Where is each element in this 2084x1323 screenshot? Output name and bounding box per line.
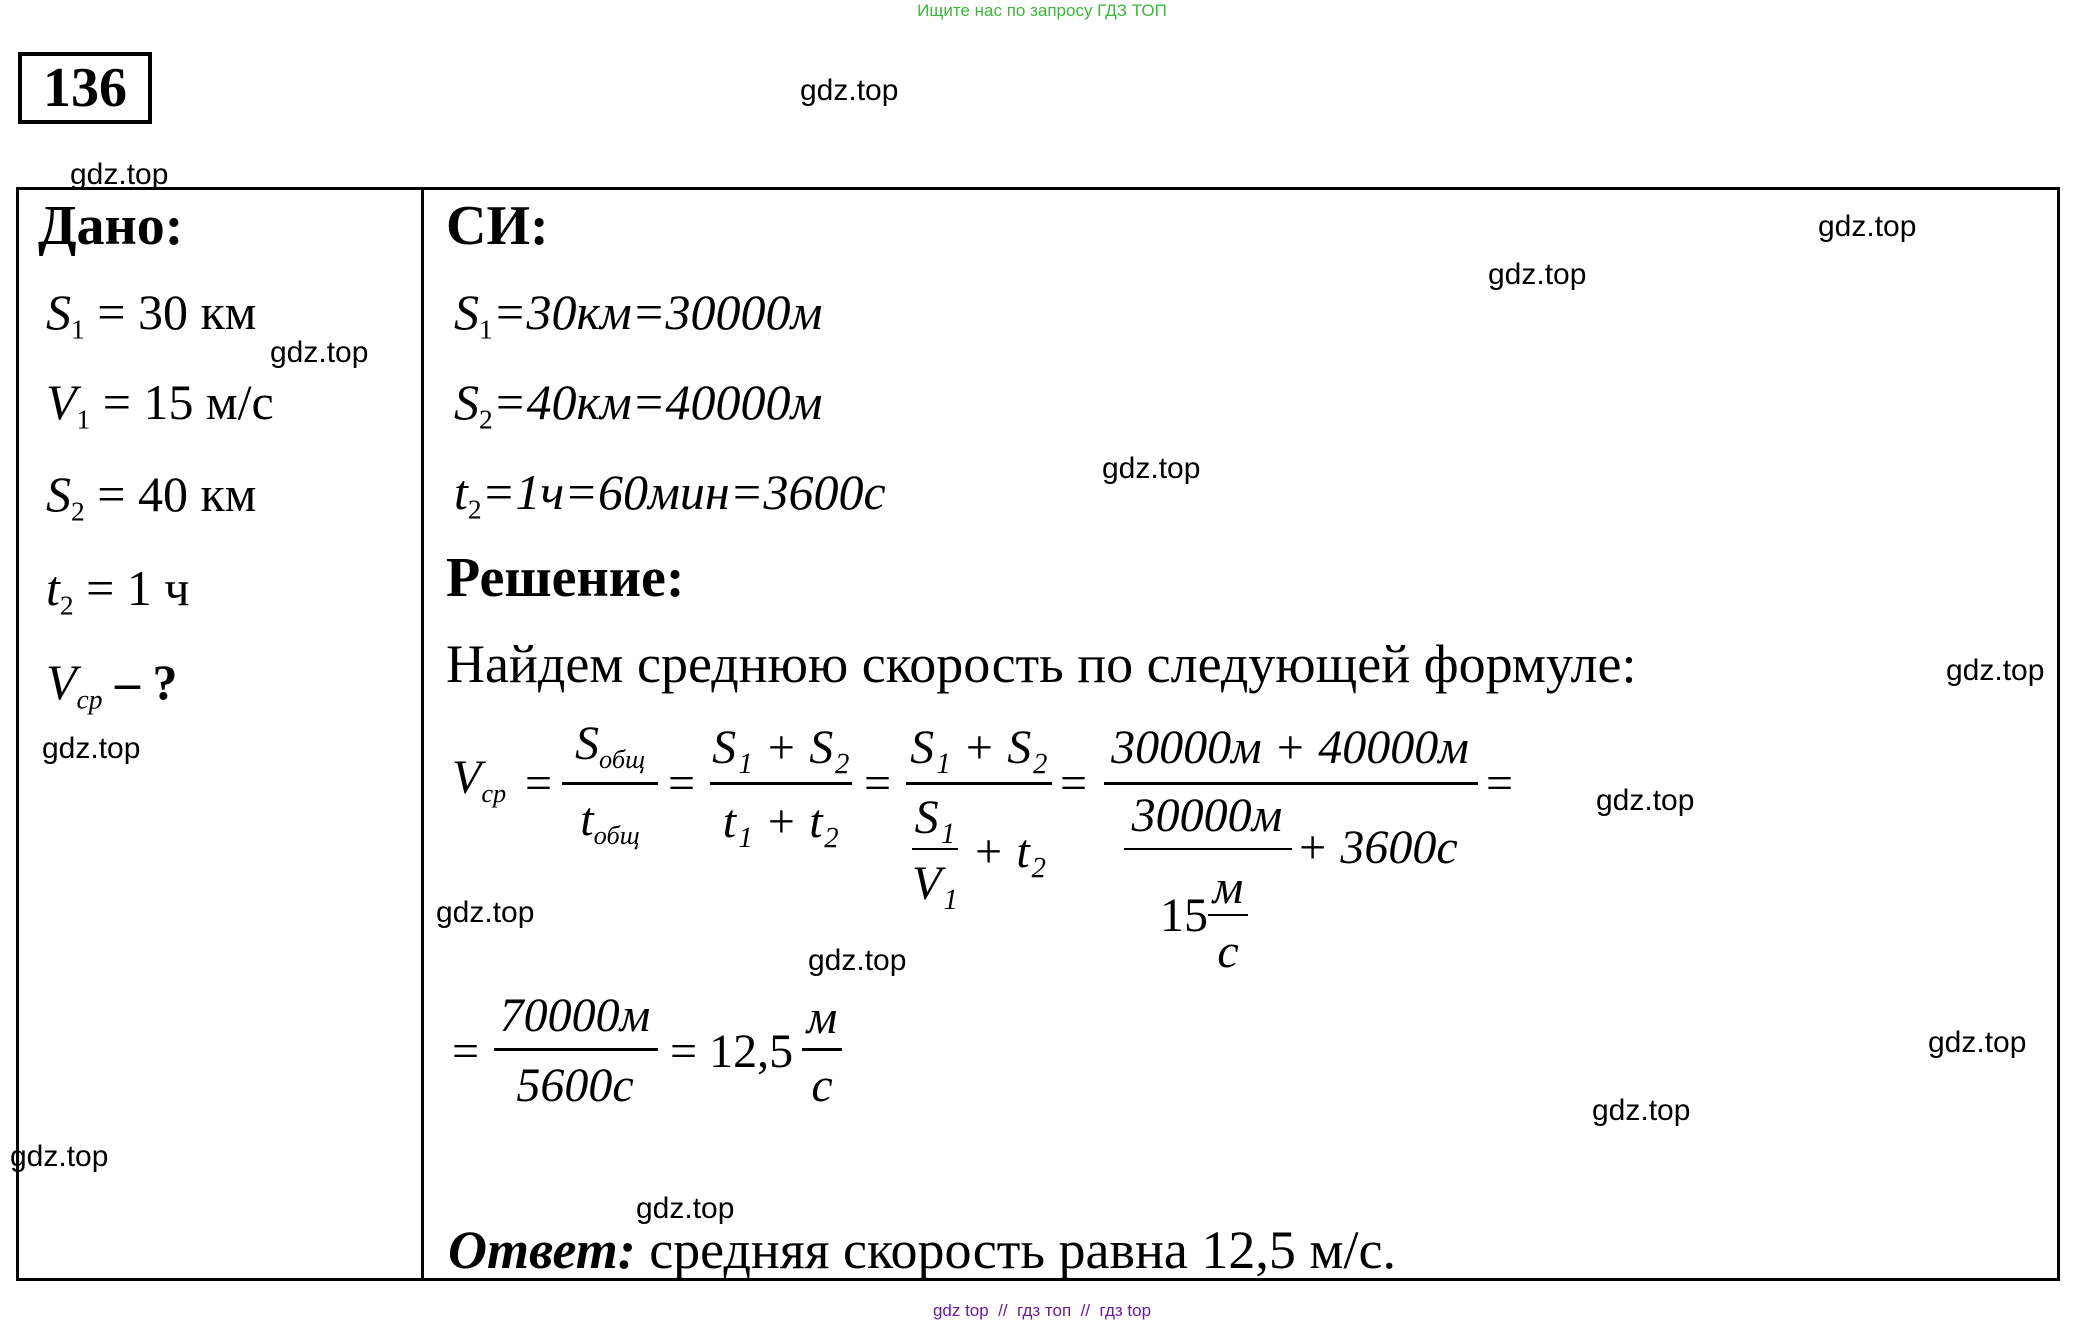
f3-inner-denominator: V₁	[911, 857, 958, 910]
f5-bar	[494, 1048, 658, 1051]
given-vcp: $V_{ср}$ – ?	[46, 654, 178, 715]
f4-unit-den: с	[1217, 925, 1239, 978]
watermark: gdz.top	[1102, 452, 1201, 485]
f2-denominator: t₁ + t₂	[722, 795, 840, 848]
watermark: gdz.top	[1488, 258, 1587, 291]
f1-numerator: $S_{общ}$	[574, 717, 646, 775]
f1-bar	[562, 782, 658, 785]
answer-label: Ответ:	[448, 1220, 636, 1280]
answer-text: средняя скорость равна 12,5 м/с.	[649, 1220, 1396, 1280]
f3-bar	[906, 782, 1052, 785]
si-s1: $S_1=30км=30000м$	[454, 284, 823, 345]
f4-numerator: 30000м + 40000м	[1111, 721, 1469, 774]
solution-title: Решение:	[446, 547, 685, 609]
result-unit-num: м	[806, 991, 838, 1044]
eq-sign-1: =	[525, 757, 553, 810]
result-value: = 12,5	[670, 1025, 794, 1078]
f2-bar	[710, 782, 852, 785]
given-title: Дано:	[38, 195, 184, 257]
f5-denominator: 5600с	[516, 1059, 634, 1112]
si-t2: $t_2=1ч=60мин=3600с$	[454, 464, 886, 525]
f4-unit-bar	[1208, 914, 1248, 916]
problem-number: 136	[18, 52, 152, 124]
f3-numerator: S₁ + S₂	[910, 721, 1048, 774]
f3-inner-numerator: S₁	[914, 791, 956, 844]
given-t2: $t_2 = 1$ ч	[46, 560, 190, 621]
f4-plus: + 3600с	[1296, 821, 1458, 874]
eq-sign-4: =	[1060, 757, 1088, 810]
f3-plus-t: + t₂	[972, 825, 1047, 878]
f5-numerator: 70000м	[499, 989, 651, 1042]
watermark: gdz.top	[10, 1140, 109, 1173]
f3-inner-bar	[912, 848, 958, 850]
watermark: gdz.top	[1818, 210, 1917, 243]
watermark: gdz.top	[436, 896, 535, 929]
watermark: gdz.top	[270, 336, 369, 369]
watermark: gdz.top	[1596, 784, 1695, 817]
answer-line	[448, 1220, 1396, 1280]
eq-sign-6: =	[452, 1025, 480, 1078]
f1-denominator: $t_{общ}$	[580, 793, 640, 851]
f4-coef: 15	[1160, 889, 1208, 942]
si-s2: $S_2=40км=40000м$	[454, 374, 823, 435]
f2-numerator: S₁ + S₂	[712, 721, 850, 774]
watermark: gdz.top	[808, 944, 907, 977]
result-unit-bar	[802, 1048, 842, 1051]
si-title: СИ:	[446, 195, 549, 257]
watermark: gdz.top	[70, 158, 169, 191]
given-s2: $S_2 = 40$ км	[46, 466, 257, 527]
formula-lhs: $V_{ср}$	[452, 751, 507, 809]
eq-sign-5: =	[1486, 757, 1514, 810]
watermark: gdz.top	[636, 1192, 735, 1225]
given-s1: $S_1 = 30$ км	[46, 284, 257, 345]
f4-unit-num: м	[1212, 861, 1244, 914]
given-v1: $V_1 = 15$ м/с	[46, 374, 274, 435]
watermark: gdz.top	[1946, 654, 2045, 687]
f4-inner-bar	[1124, 848, 1292, 850]
column-divider	[421, 187, 424, 1281]
result-unit-den: с	[811, 1059, 833, 1112]
f4-inner-numerator: 30000м	[1131, 789, 1283, 842]
watermark: gdz.top	[800, 74, 899, 107]
search-banner: Ищите нас по запросу ГДЗ ТОП	[917, 1, 1167, 20]
watermark: gdz.top	[42, 732, 141, 765]
footer-links: gdz top // гдз топ // гдз top	[932, 1301, 1152, 1320]
eq-sign-3: =	[864, 757, 892, 810]
solution-sentence: Найдем среднюю скорость по следующей формуле:	[446, 634, 1637, 694]
watermark: gdz.top	[1928, 1026, 2027, 1059]
eq-sign-2: =	[668, 757, 696, 810]
watermark: gdz.top	[1592, 1094, 1691, 1127]
f4-bar	[1104, 782, 1478, 785]
